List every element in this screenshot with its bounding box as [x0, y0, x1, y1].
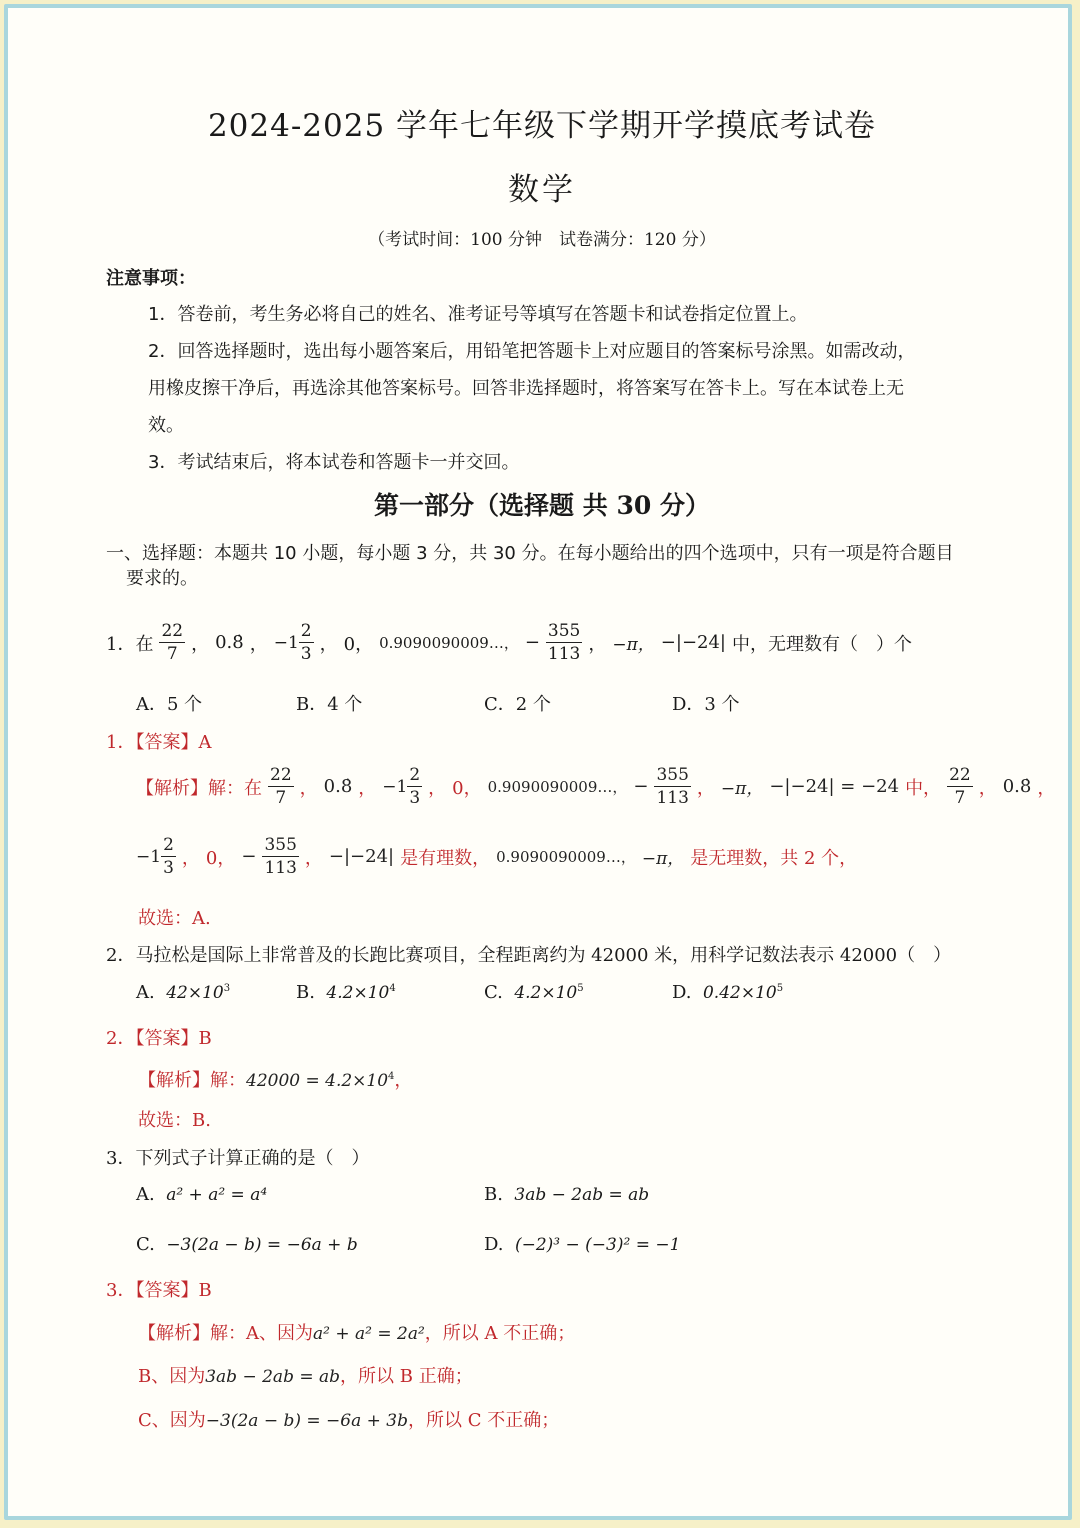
denominator: 3	[300, 644, 312, 664]
option-label: C.	[136, 1234, 155, 1255]
equation: −3(2a − b) = −6a + 3b	[205, 1411, 408, 1431]
negative-pi: −π，	[641, 849, 685, 869]
option-label: C.	[484, 982, 503, 1003]
exponent: 4	[388, 1071, 395, 1082]
analysis-label: 【解析】解：在	[136, 777, 262, 799]
exponent: 5	[577, 983, 584, 994]
fraction	[268, 764, 294, 809]
denominator: 7	[275, 788, 287, 808]
question-1-stem: 1．在 $\frac{22}{7}$ ， 0.8̇ ， −1 $\frac{2}{3}$ ， 0， 0.9090090009…， − $\frac{355}{113}$ ， −π， −|−24| 中，无理数有（ ）个	[106, 621, 912, 664]
q2-option-c	[484, 982, 584, 1003]
q2-option-b	[296, 982, 396, 1003]
numerator: 22	[270, 765, 292, 785]
q2-conclusion: 故选：B.	[138, 1110, 211, 1131]
negative-pi: −π，	[612, 635, 655, 655]
minus-sign: −	[241, 846, 257, 867]
q3-answer: 3．【答案】B	[106, 1280, 212, 1301]
equation: 3ab − 2ab = ab	[205, 1367, 341, 1387]
notice-item-2: 2．回答选择题时，选出每小题答案后，用铅笔把答题卡上对应题目的答案标号涂黑。如需改动，	[148, 341, 916, 362]
exam-info: （考试时间：100 分钟 试卷满分：120 分）	[368, 230, 716, 250]
punctuation: ，	[394, 1070, 413, 1091]
exponent: 4	[389, 983, 396, 994]
notice-item-2-cont: 用橡皮擦干净后，再选涂其他答案标号。回答非选择题时，将答案写在答卡上。写在本试卷上无	[148, 378, 904, 399]
numerator: 355	[656, 765, 689, 785]
option-value: 3ab − 2ab = ab	[514, 1185, 650, 1205]
notice-title: 注意事项：	[106, 268, 196, 289]
analysis-conclusion: ，所以 C 不正确；	[408, 1410, 560, 1431]
exponent: 3	[223, 983, 231, 994]
section-instruction: 一、选择题：本题共 10 小题，每小题 3 分，共 30 分。在每小题给出的四个选项中，只有一项是符合题目	[106, 543, 954, 564]
q3-option-a	[136, 1184, 267, 1205]
q3-analysis-c	[138, 1406, 559, 1432]
minus-sign: −	[633, 776, 649, 797]
q2-answer: 2．【答案】B	[106, 1028, 212, 1049]
minus-sign: −	[524, 632, 540, 653]
equation: −|−24| = −24	[769, 776, 900, 797]
absolute-value: −|−24|	[328, 846, 395, 867]
q1-prefix: 1．在	[106, 633, 154, 655]
option-value: a² + a² = a⁴	[166, 1185, 268, 1205]
option-value: 0.42×10	[702, 983, 777, 1003]
denominator: 3	[409, 788, 421, 808]
q3-analysis-b	[138, 1362, 473, 1388]
negative-pi: −π，	[720, 779, 764, 799]
exam-page	[8, 8, 1068, 1516]
denominator: 113	[264, 858, 297, 878]
q1-conclusion: 故选：A.	[138, 908, 211, 929]
denominator: 7	[954, 788, 966, 808]
zero: 0，	[343, 633, 374, 655]
option-value: 4.2×10	[326, 983, 390, 1003]
option-label: B.	[296, 982, 315, 1003]
numerator: 2	[300, 621, 312, 641]
q1-option-d: D．3 个	[672, 694, 740, 715]
whole: −1	[273, 632, 299, 653]
denominator: 7	[166, 644, 178, 664]
option-value: (−2)³ − (−3)² = −1	[514, 1235, 681, 1255]
mixed-number	[136, 834, 176, 879]
option-label: A.	[136, 982, 155, 1003]
q1-suffix: 中，无理数有（ ）个	[732, 633, 912, 655]
absolute-value: −|−24|	[660, 632, 726, 653]
exam-title: 2024-2025 学年七年级下学期开学摸底考试卷	[207, 108, 877, 144]
q2-option-d	[672, 982, 783, 1003]
q3-analysis-a	[138, 1319, 575, 1345]
option-label: B.	[484, 1184, 503, 1205]
q2-analysis	[138, 1066, 412, 1092]
fraction	[159, 620, 185, 665]
zero: 0，	[205, 847, 236, 869]
q2-option-a	[136, 982, 230, 1003]
option-label: D.	[484, 1234, 504, 1255]
whole: −1	[382, 776, 408, 797]
analysis-conclusion: ，所以 A 不正确；	[424, 1323, 576, 1344]
notice-item-1: 1．答卷前，考生务必将自己的姓名、准考证号等填写在答题卡和试卷指定位置上。	[148, 304, 808, 325]
analysis-label: 【解析】解：	[138, 1070, 246, 1091]
fraction	[546, 620, 582, 665]
repeating-decimal: 0.8̇	[323, 776, 353, 797]
numerator: 355	[264, 835, 297, 855]
numerator: 2	[163, 835, 174, 855]
q1-analysis-line1: 【解析】解：在 $\frac{22}{7}$ ， 0.8̇ ， −1 $\frac{2}{3}$ ， 0， 0.9090090009…， − $\frac{355}{113}$ ， −π， −|−24| = −24 中， $\frac{22}{7}$ ， 0.8̇ ，	[136, 765, 1056, 808]
denominator: 113	[656, 788, 689, 808]
numerator: 355	[547, 621, 581, 641]
repeating-decimal: 0.8̇	[215, 632, 244, 653]
rational-label: 是有理数，	[400, 847, 491, 869]
analysis-mid: 中，	[905, 777, 942, 799]
denominator: 3	[163, 858, 174, 878]
option-value: 42×10	[166, 983, 224, 1003]
option-label: D.	[672, 982, 692, 1003]
q3-option-d	[484, 1234, 680, 1255]
subject-title: 数学	[508, 172, 576, 208]
q1-option-a: A．5 个	[136, 694, 203, 715]
q1-analysis-line2: −1 $\frac{2}{3}$ ， 0， − $\frac{355}{113}$ ， −|−24| 是有理数， 0.9090090009…， −π， 是无理数，共 2 个，	[136, 835, 858, 878]
q1-option-b: B．4 个	[296, 694, 363, 715]
repeating-decimal: 0.8̇	[1002, 776, 1032, 797]
fraction	[947, 764, 973, 809]
fraction	[262, 834, 298, 879]
numerator: 22	[949, 765, 971, 785]
numerator: 22	[161, 621, 184, 641]
zero: 0，	[452, 777, 482, 799]
notice-item-2-cont2: 效。	[148, 415, 184, 436]
equation: a² + a² = 2a²	[313, 1324, 425, 1344]
option-value: 4.2×10	[514, 983, 578, 1003]
question-2-stem: 2．马拉松是国际上非常普及的长跑比赛项目，全程距离约为 42000 米，用科学记数法表示 42000（ ）	[106, 945, 952, 966]
notice-item-3: 3．考试结束后，将本试卷和答题卡一并交回。	[148, 452, 520, 473]
analysis-label: B、因为	[138, 1366, 206, 1387]
page-frame	[4, 4, 1072, 1520]
irrational-decimal: 0.9090090009…，	[379, 634, 519, 652]
irrational-decimal: 0.9090090009…，	[487, 778, 628, 796]
exponent: 5	[776, 983, 784, 994]
mixed-number	[274, 620, 314, 665]
q3-option-b	[484, 1184, 649, 1205]
section-instruction-cont: 要求的。	[126, 568, 198, 589]
q1-answer: 1．【答案】A	[106, 732, 212, 753]
whole: −1	[136, 846, 162, 867]
irrational-decimal: 0.9090090009…，	[496, 848, 636, 866]
fraction	[654, 764, 690, 809]
analysis-conclusion: ，所以 B 正确；	[340, 1366, 473, 1387]
equation: 42000 = 4.2×10	[246, 1071, 389, 1091]
analysis-label: C、因为	[138, 1410, 206, 1431]
irrational-label: 是无理数，共 2 个，	[690, 847, 858, 869]
option-value: −3(2a − b) = −6a + b	[166, 1235, 358, 1255]
q1-option-c: C．2 个	[484, 694, 551, 715]
denominator: 113	[547, 644, 581, 664]
q3-option-c	[136, 1234, 358, 1255]
section-title: 第一部分（选择题 共 30 分）	[374, 491, 710, 520]
question-3-stem: 3．下列式子计算正确的是（ ）	[106, 1148, 370, 1169]
numerator: 2	[409, 765, 421, 785]
option-label: A.	[136, 1184, 155, 1205]
analysis-label: 【解析】解：A、因为	[138, 1323, 313, 1344]
mixed-number	[382, 764, 422, 809]
